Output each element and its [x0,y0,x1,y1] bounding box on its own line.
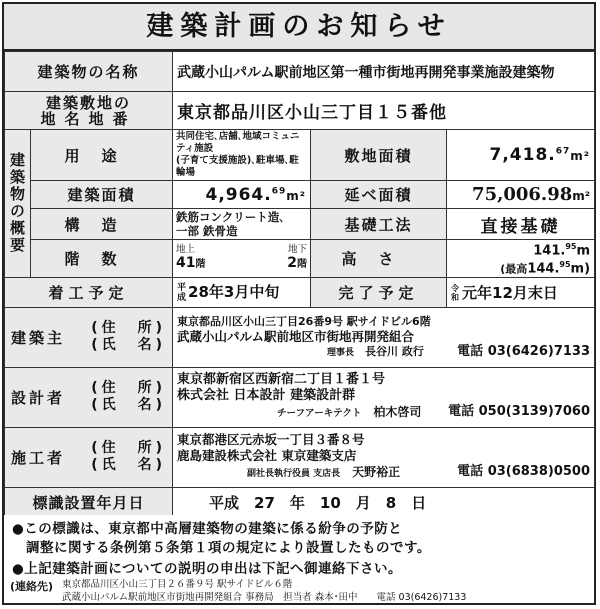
designer-tags [91,380,166,414]
owner-phone [457,344,590,361]
owner-phone-number: 03(6426)7133 [487,343,591,359]
site-label-line1: 建築敷地の [46,93,132,112]
structure-label: 構造 [31,209,173,240]
builder-label: 施工者 [11,448,66,467]
designer-rep-row [177,404,590,422]
site-label-line2: 地名地番 [40,109,137,128]
foundation-label: 基礎工法 [311,209,447,240]
row-posted-date [5,487,595,517]
row-schedule [5,277,595,307]
designer-label-cell [5,367,173,427]
height-value [447,240,595,278]
floors-sub-labels [176,244,307,255]
owner-name-tag: (氏 名) [91,337,167,354]
height-1-int: 141. [533,243,566,259]
floor-area-label: 延べ面積 [311,181,447,209]
building-area-int: 4,964. [205,184,272,205]
row-use [5,130,595,181]
row-floors [5,240,595,278]
builder-representative [177,464,400,482]
foundation-value: 直接基礎 [447,209,595,240]
overview-label: 建築物の概要 [8,152,26,255]
structure-value-line1: 鉄筋コンクリート造､ [176,210,286,224]
complete-label: 完了予定 [311,277,447,307]
above-ground-value: 41 [176,254,196,271]
designer-phone [448,404,590,422]
site-area-label: 敷地面積 [311,130,447,181]
designer-label-wrap [5,380,172,414]
use-value-line2: (子育て支援施設)､駐車場､駐輪場 [176,155,299,178]
building-plan-table [4,51,595,518]
start-era: 平成 [177,282,187,303]
builder-phone [457,464,590,482]
use-value-line1: 共同住宅､店舗､地域コミュニティ施設 [176,131,300,154]
designer-label: 設計者 [11,388,66,407]
builder-name: 鹿島建設株式会社 東京建築支店 [177,448,357,464]
designer-rep-name: 柏木啓司 [373,405,422,420]
designer-address: 東京都新宿区西新宿二丁目１番１号 [177,372,386,388]
height-2-int: 144. [527,261,560,277]
complete-value [447,277,595,307]
designer-name: 株式会社 日本設計 建築設計群 [177,388,356,404]
owner-name: 武蔵小山パルム駅前地区市街地再開発組合 [177,328,415,344]
start-value [173,277,311,307]
site-area-int: 7,418. [489,145,556,165]
posted-date-value: 平成 27 年 10 月 8 日 [173,487,595,517]
owner-rep-name: 長谷川 政行 [365,344,424,358]
owner-label-cell [5,307,173,367]
note-line-1: ●この標識は、東京都中高層建築物の建築に係る紛争の予防と [12,521,403,537]
floor-area-number: 75,006.98 [472,184,573,205]
owner-tags [91,320,166,354]
designer-value [173,367,595,427]
builder-rep-title: 副社長執行役員 支店長 [247,469,341,480]
posted-date-label: 標識設置年月日 [5,487,173,517]
owner-phone-label: 電話 [457,343,484,359]
height-2-unit: m) [570,261,591,277]
building-area-dec: 69 [271,185,287,196]
designer-phone-label: 電話 [448,404,475,420]
contact-org: 武蔵小山パルム駅前地区市街地再開発組合 事務局 [62,592,274,603]
overview-label-cell [5,130,31,278]
builder-addr-tag: (住 所) [91,440,167,457]
builder-value [173,427,595,487]
start-label: 着工予定 [5,277,173,307]
builder-phone-number: 03(6838)0500 [487,464,591,480]
below-ground-unit: 階 [297,258,308,270]
notice-title: 建築計画のお知らせ [4,4,594,51]
height-label: 高さ [311,240,447,278]
below-ground-value: 2 [287,254,298,271]
above-ground [176,255,205,273]
height-1-dec: 95 [565,242,577,251]
builder-rep-name: 天野裕正 [352,465,401,480]
below-ground-label: 地下 [288,243,308,255]
building-name-value: 武蔵小山パルム駅前地区第一種市街地再開発事業施設建築物 [173,52,595,92]
owner-value [173,307,595,367]
site-address-value: 東京都品川区小山三丁目１５番他 [173,92,595,130]
site-area-unit: m² [570,149,591,163]
use-label: 用途 [31,130,173,181]
notice-board [2,2,596,605]
floor-area-unit: m² [572,189,591,203]
site-address-label [5,92,173,130]
owner-representative [177,344,424,361]
height-2-pre: (最高 [500,262,528,276]
height-1-unit: m [576,243,591,259]
complete-era: 令和 [451,284,460,303]
builder-phone-label: 電話 [457,464,484,480]
floors-label: 階数 [31,240,173,278]
designer-name-tag: (氏 名) [91,397,167,414]
contact-person-label: 担当者 [283,592,312,603]
row-site-address [5,92,595,130]
builder-address: 東京都港区元赤坂一丁目３番８号 [177,432,365,448]
contact-address: 東京都品川区小山三丁目２６番９号 駅サイドビル６階 [62,579,293,590]
note-line-2: 調整に関する条例第５条第１項の規定により設置したものです。 [26,540,431,556]
height-value-line2 [451,258,590,276]
floors-value [173,240,311,278]
floors-numbers [176,255,307,273]
builder-label-wrap [5,440,172,474]
designer-rep-title: チーフアーキテクト [277,408,362,420]
use-value [173,130,311,181]
complete-date: 元年12月末日 [462,283,558,302]
owner-rep-title: 理事長 [327,347,355,358]
builder-tags [91,440,166,474]
floor-area-value [447,181,595,209]
row-areas [5,181,595,209]
row-building-name [5,52,595,92]
owner-rep-row [177,344,590,361]
row-structure [5,209,595,240]
above-ground-label: 地上 [176,243,196,255]
note-line-3: ●上記建築計画についての説明の申出は下記へ御連絡下さい。 [12,561,403,577]
row-designer [5,367,595,427]
height-value-line1 [451,240,590,258]
owner-addr-tag: (住 所) [91,320,167,337]
contact-details [62,589,466,603]
height-2-dec: 95 [559,260,571,270]
builder-name-tag: (氏 名) [91,457,167,474]
building-name-label: 建築物の名称 [5,52,173,92]
designer-representative [177,404,421,422]
contact-person: 森本･田中 [314,592,358,603]
designer-phone-number: 050(3139)7060 [478,404,591,420]
building-area-label: 建築面積 [31,181,173,209]
contact-phone: 03(6426)7133 [398,592,467,603]
designer-addr-tag: (住 所) [91,380,167,397]
contact-phone-label: 電話 [376,592,396,603]
owner-label: 建築主 [11,328,66,347]
row-owner [5,307,595,367]
site-area-value [447,130,595,181]
notes-section [4,515,594,603]
start-date: 28年3月中旬 [188,283,280,302]
row-builder [5,427,595,487]
above-ground-unit: 階 [195,258,206,270]
structure-value [173,209,311,240]
building-area-value [173,181,311,209]
contact-label: (連絡先) [10,580,54,593]
owner-label-wrap [5,320,172,354]
builder-rep-row [177,464,590,482]
below-ground [287,255,307,273]
site-area-dec: 67 [555,146,571,157]
building-area-unit: m² [286,188,307,203]
structure-value-line2: 一部 鉄骨造 [176,224,238,238]
owner-address: 東京都品川区小山三丁目26番9号 駅サイドビル6階 [177,314,431,328]
builder-label-cell [5,427,173,487]
